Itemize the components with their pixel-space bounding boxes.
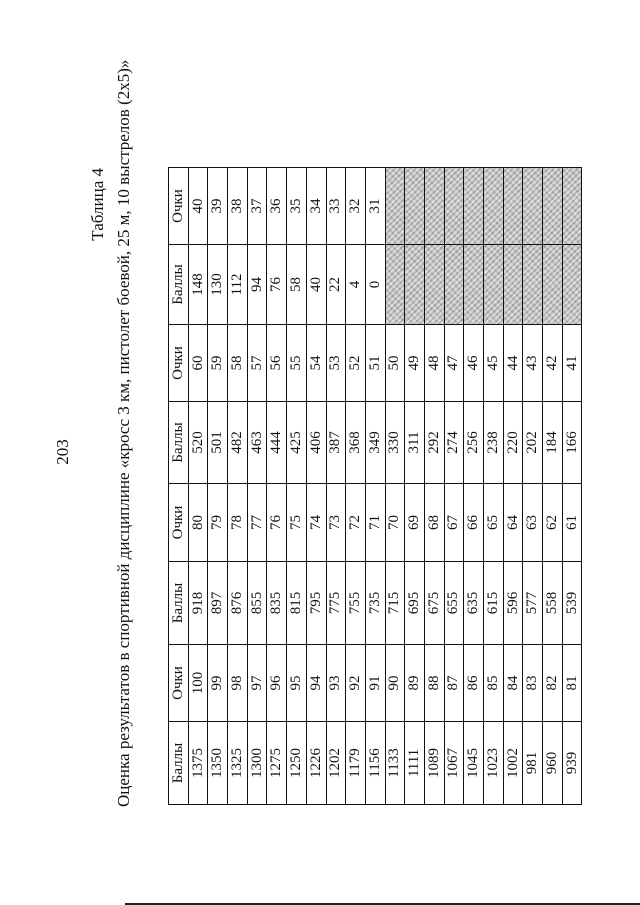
score-cell: 238 (484, 402, 504, 484)
points-cell: 99 (208, 645, 228, 722)
points-cell: 48 (424, 325, 444, 402)
table-header (169, 168, 189, 805)
score-cell: 425 (287, 402, 307, 484)
points-cell: 69 (405, 484, 425, 562)
column-header-score: Баллы (169, 562, 189, 645)
score-cell: 755 (346, 562, 366, 645)
score-cell: 1133 (385, 722, 405, 805)
score-cell: 1202 (326, 722, 346, 805)
table-row (523, 168, 543, 805)
shaded-empty-cell (543, 168, 563, 245)
points-cell: 88 (424, 645, 444, 722)
table-row (444, 168, 464, 805)
header-row (169, 168, 189, 805)
score-cell: 58 (287, 245, 307, 325)
score-cell: 220 (503, 402, 523, 484)
points-cell: 94 (306, 645, 326, 722)
points-cell: 66 (464, 484, 484, 562)
points-cell: 40 (188, 168, 208, 245)
score-cell: 558 (543, 562, 563, 645)
column-header-score: Баллы (169, 245, 189, 325)
points-cell: 81 (562, 645, 582, 722)
score-cell: 1156 (365, 722, 385, 805)
points-cell: 37 (247, 168, 267, 245)
score-cell: 444 (267, 402, 287, 484)
shaded-empty-cell (405, 245, 425, 325)
points-cell: 67 (444, 484, 464, 562)
points-cell: 96 (267, 645, 287, 722)
points-cell: 57 (247, 325, 267, 402)
points-cell: 75 (287, 484, 307, 562)
score-cell: 1250 (287, 722, 307, 805)
points-cell: 51 (365, 325, 385, 402)
table-row (405, 168, 425, 805)
score-cell: 715 (385, 562, 405, 645)
shaded-empty-cell (424, 168, 444, 245)
column-header-score: Баллы (169, 402, 189, 484)
score-cell: 735 (365, 562, 385, 645)
table-row (326, 168, 346, 805)
table-row (188, 168, 208, 805)
points-cell: 63 (523, 484, 543, 562)
table-row (424, 168, 444, 805)
shaded-empty-cell (523, 245, 543, 325)
score-cell: 166 (562, 402, 582, 484)
table-body (188, 168, 582, 805)
score-cell: 876 (228, 562, 248, 645)
shaded-empty-cell (424, 245, 444, 325)
score-cell: 1375 (188, 722, 208, 805)
points-cell: 80 (188, 484, 208, 562)
points-cell: 59 (208, 325, 228, 402)
points-cell: 47 (444, 325, 464, 402)
points-cell: 64 (503, 484, 523, 562)
score-cell: 596 (503, 562, 523, 645)
shaded-empty-cell (444, 168, 464, 245)
score-cell: 22 (326, 245, 346, 325)
points-cell: 39 (208, 168, 228, 245)
score-cell: 1275 (267, 722, 287, 805)
table-caption: Оценка результатов в спортивной дисциплине «кросс 3 км, пистолет боевой, 25 м, 10 выстрелов (2х5)» (114, 59, 133, 807)
table-row (247, 168, 267, 805)
table-row (306, 168, 326, 805)
points-cell: 43 (523, 325, 543, 402)
score-cell: 368 (346, 402, 366, 484)
score-cell: 897 (208, 562, 228, 645)
points-cell: 38 (228, 168, 248, 245)
column-header-points: Очки (169, 168, 189, 245)
points-cell: 97 (247, 645, 267, 722)
score-cell: 855 (247, 562, 267, 645)
points-cell: 52 (346, 325, 366, 402)
points-cell: 49 (405, 325, 425, 402)
table-row (543, 168, 563, 805)
score-cell: 1023 (484, 722, 504, 805)
score-cell: 577 (523, 562, 543, 645)
points-cell: 60 (188, 325, 208, 402)
points-cell: 82 (543, 645, 563, 722)
score-cell: 1350 (208, 722, 228, 805)
points-cell: 76 (267, 484, 287, 562)
points-cell: 89 (405, 645, 425, 722)
points-cell: 92 (346, 645, 366, 722)
column-header-score: Баллы (169, 722, 189, 805)
points-cell: 56 (267, 325, 287, 402)
score-cell: 655 (444, 562, 464, 645)
points-cell: 93 (326, 645, 346, 722)
table-row (208, 168, 228, 805)
points-cell: 34 (306, 168, 326, 245)
score-table (168, 167, 582, 805)
table-row (346, 168, 366, 805)
score-cell: 202 (523, 402, 543, 484)
table-row (464, 168, 484, 805)
points-cell: 31 (365, 168, 385, 245)
score-cell: 775 (326, 562, 346, 645)
table-row (228, 168, 248, 805)
points-cell: 85 (484, 645, 504, 722)
rotated-content (87, 59, 580, 813)
score-cell: 256 (464, 402, 484, 484)
points-cell: 77 (247, 484, 267, 562)
column-header-points: Очки (169, 645, 189, 722)
points-cell: 68 (424, 484, 444, 562)
points-cell: 41 (562, 325, 582, 402)
table-label: Таблица 4 (88, 168, 107, 241)
points-cell: 61 (562, 484, 582, 562)
shaded-empty-cell (543, 245, 563, 325)
shaded-empty-cell (464, 245, 484, 325)
score-cell: 387 (326, 402, 346, 484)
score-cell: 112 (228, 245, 248, 325)
points-cell: 58 (228, 325, 248, 402)
score-cell: 675 (424, 562, 444, 645)
points-cell: 62 (543, 484, 563, 562)
score-cell: 635 (464, 562, 484, 645)
shaded-empty-cell (385, 245, 405, 325)
points-cell: 42 (543, 325, 563, 402)
points-cell: 35 (287, 168, 307, 245)
points-cell: 50 (385, 325, 405, 402)
points-cell: 32 (346, 168, 366, 245)
score-cell: 960 (543, 722, 563, 805)
score-cell: 795 (306, 562, 326, 645)
table-row (503, 168, 523, 805)
score-cell: 463 (247, 402, 267, 484)
points-cell: 87 (444, 645, 464, 722)
points-cell: 33 (326, 168, 346, 245)
score-cell: 148 (188, 245, 208, 325)
table-row (267, 168, 287, 805)
shaded-empty-cell (562, 168, 582, 245)
points-cell: 90 (385, 645, 405, 722)
score-cell: 981 (523, 722, 543, 805)
score-cell: 1179 (346, 722, 366, 805)
score-cell: 76 (267, 245, 287, 325)
table-row (484, 168, 504, 805)
points-cell: 71 (365, 484, 385, 562)
points-cell: 86 (464, 645, 484, 722)
points-cell: 70 (385, 484, 405, 562)
column-header-points: Очки (169, 484, 189, 562)
points-cell: 78 (228, 484, 248, 562)
points-cell: 53 (326, 325, 346, 402)
points-cell: 84 (503, 645, 523, 722)
score-cell: 1111 (405, 722, 425, 805)
score-cell: 939 (562, 722, 582, 805)
points-cell: 74 (306, 484, 326, 562)
points-cell: 91 (365, 645, 385, 722)
score-cell: 4 (346, 245, 366, 325)
score-cell: 482 (228, 402, 248, 484)
points-cell: 65 (484, 484, 504, 562)
score-cell: 0 (365, 245, 385, 325)
points-cell: 44 (503, 325, 523, 402)
score-cell: 1002 (503, 722, 523, 805)
score-cell: 1300 (247, 722, 267, 805)
score-cell: 406 (306, 402, 326, 484)
shaded-empty-cell (385, 168, 405, 245)
score-cell: 615 (484, 562, 504, 645)
score-cell: 130 (208, 245, 228, 325)
points-cell: 95 (287, 645, 307, 722)
points-cell: 54 (306, 325, 326, 402)
shaded-empty-cell (484, 168, 504, 245)
shaded-empty-cell (444, 245, 464, 325)
score-cell: 539 (562, 562, 582, 645)
score-cell: 520 (188, 402, 208, 484)
score-cell: 1226 (306, 722, 326, 805)
shaded-empty-cell (484, 245, 504, 325)
table-row (287, 168, 307, 805)
points-cell: 36 (267, 168, 287, 245)
points-cell: 73 (326, 484, 346, 562)
page-number: 203 (53, 439, 72, 465)
score-cell: 1089 (424, 722, 444, 805)
score-cell: 835 (267, 562, 287, 645)
score-cell: 292 (424, 402, 444, 484)
points-cell: 100 (188, 645, 208, 722)
shaded-empty-cell (464, 168, 484, 245)
score-cell: 330 (385, 402, 405, 484)
points-cell: 46 (464, 325, 484, 402)
score-cell: 94 (247, 245, 267, 325)
score-cell: 1067 (444, 722, 464, 805)
score-cell: 501 (208, 402, 228, 484)
score-cell: 311 (405, 402, 425, 484)
points-cell: 79 (208, 484, 228, 562)
score-cell: 695 (405, 562, 425, 645)
table-row (562, 168, 582, 805)
shaded-empty-cell (503, 245, 523, 325)
points-cell: 45 (484, 325, 504, 402)
score-cell: 1325 (228, 722, 248, 805)
score-cell: 918 (188, 562, 208, 645)
score-cell: 349 (365, 402, 385, 484)
score-cell: 40 (306, 245, 326, 325)
shaded-empty-cell (523, 168, 543, 245)
column-header-points: Очки (169, 325, 189, 402)
table-row (385, 168, 405, 805)
score-cell: 815 (287, 562, 307, 645)
score-cell: 184 (543, 402, 563, 484)
shaded-empty-cell (503, 168, 523, 245)
shaded-empty-cell (562, 245, 582, 325)
score-cell: 1045 (464, 722, 484, 805)
table-row (365, 168, 385, 805)
points-cell: 72 (346, 484, 366, 562)
points-cell: 98 (228, 645, 248, 722)
points-cell: 55 (287, 325, 307, 402)
score-cell: 274 (444, 402, 464, 484)
points-cell: 83 (523, 645, 543, 722)
shaded-empty-cell (405, 168, 425, 245)
